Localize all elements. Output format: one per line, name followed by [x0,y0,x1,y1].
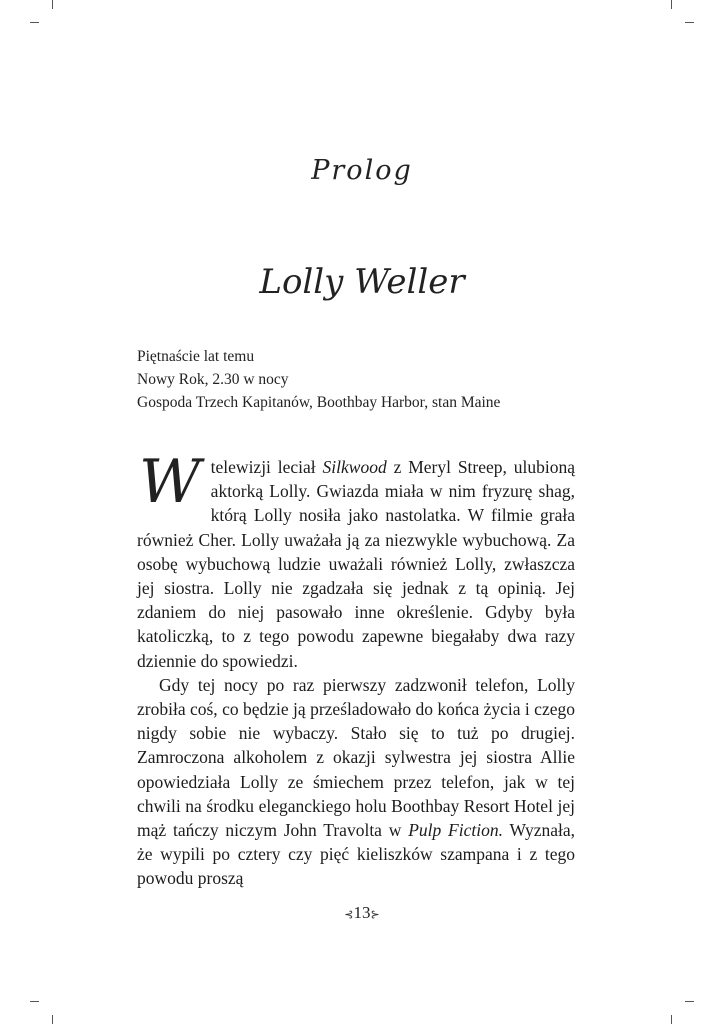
text-run: Wyznała, że wypili po cztery czy pięć kieliszków szampana i z tego powodu proszą [137,820,575,889]
crop-mark [52,1015,53,1024]
page-footer [0,903,724,923]
crop-mark [52,0,53,9]
drop-cap: W [139,447,201,517]
crop-mark [30,22,39,23]
ornament-right-icon: ⊱ [370,908,380,921]
text-run: telewizji leciał [210,457,323,477]
text-run: z Meryl Streep, ulubioną aktorką Lolly. Gwiazda miała w nim fryzurę shag, którą Lolly nosiła jako nastolatka. W filmie grała również Cher. Lolly uważała ją za niezwykle wybuchową. Za osobę wybuchową ludzie uważali również Lolly, zwłaszcza jej siostra. Lolly nie zgadzała się jednak z tą opinią. Jej zdaniem do niej pasowało inne określenie. Gdyby była katoliczką, to z tego powodu zapewne biegałaby dwa razy dziennie do spowiedzi. [137,457,575,671]
crop-mark [685,22,694,23]
film-title: Silkwood [322,457,387,477]
film-title: Pulp Fiction. [408,820,503,841]
paragraph [137,673,575,891]
crop-mark [30,1001,39,1002]
page-number: 13 [353,903,371,922]
chapter-title: Lolly Weller [259,262,465,302]
section-title: Prolog [311,155,413,186]
crop-mark [671,0,672,9]
scene-date-time: Nowy Rok, 2.30 w nocy [137,371,289,388]
body-text [137,447,575,891]
scene-header [137,345,500,414]
scene-time-ago: Piętnaście lat temu [137,348,255,365]
crop-mark [671,1015,672,1024]
text-run: Gdy tej nocy po raz pierwszy zadzwonił telefon, Lolly zrobiła coś, co będzie ją prześladowało do końca życia i czego nigdy sobie nie wybaczy. Stało się to tuż po drugiej. Zamroczona alkoholem z okazji sylwestra jej siostra Allie opowiedziała Lolly ze śmiechem przez telefon, jak w tej chwili na środku eleganckiego holu Boothbay Resort Hotel jej mąż tańczy niczym John Travolta w [137,674,575,841]
paragraph [137,447,575,673]
crop-mark [685,1001,694,1002]
scene-location: Gospoda Trzech Kapitanów, Boothbay Harbor, stan Maine [137,394,501,411]
ornament-left-icon: ⊰ [344,908,354,921]
